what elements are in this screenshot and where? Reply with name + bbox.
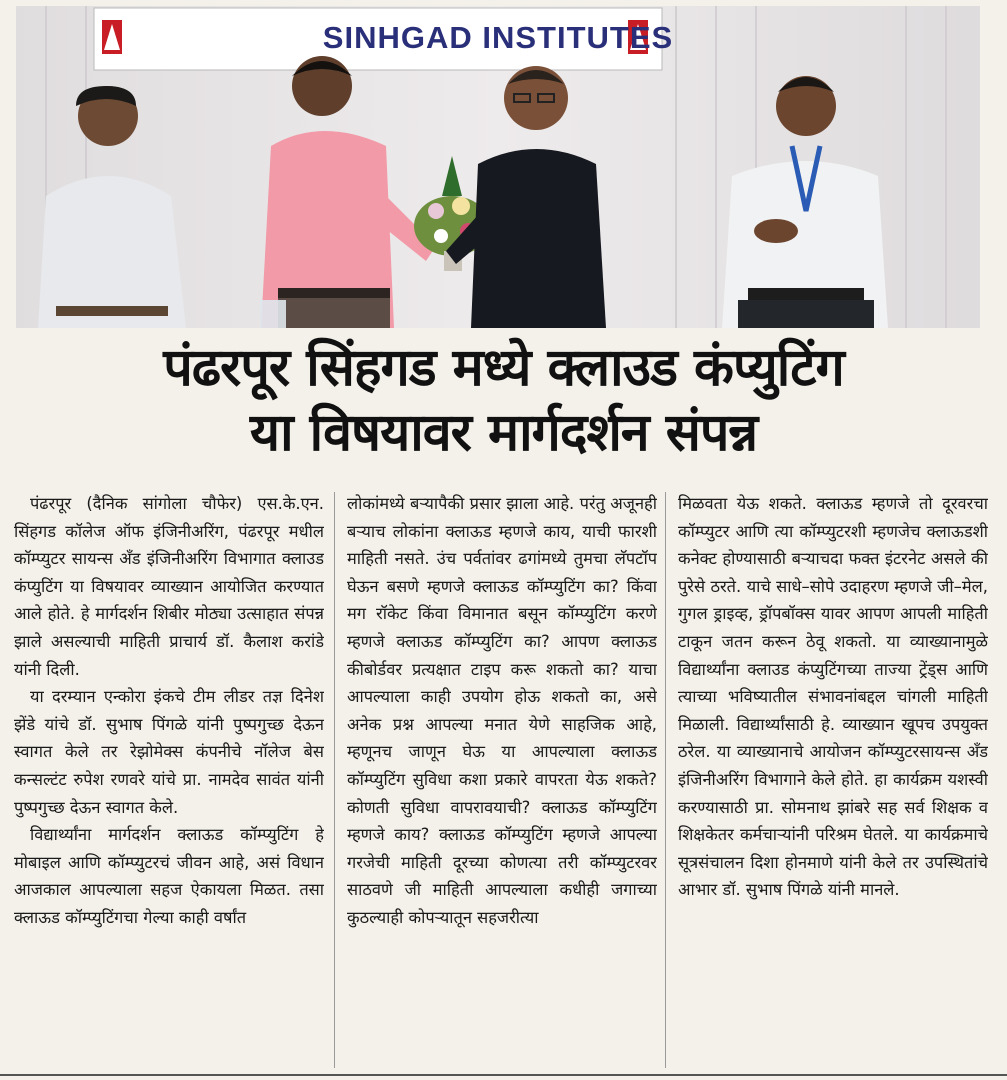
article-column-2 xyxy=(347,490,657,1070)
paragraph: लोकांमध्ये बऱ्यापैकी प्रसार झाला आहे. परंतु अजूनही बऱ्याच लोकांना क्लाऊड म्हणजे काय, याची फारशी माहिती नसते. उंच पर्वतांवर ढगांमध्ये तुमचा लॅपटॉप घेऊन बसणे म्हणजे क्लाऊड कॉम्प्युटिंग का? किंवा मग रॉकेट किंवा विमानात बसून कॉम्प्युटिंग करणे म्हणजे क्लाऊड कॉम्प्युटिंग का? आपण क्लाऊड कीबोर्डवर प्रत्यक्षात टाइप करू शकतो का? याचा आपल्याला काही उपयोग होऊ शकतो का, असे अनेक प्रश्न आपल्या मनात येणे साहजिक आहे, म्हणूनच जाणून घेऊ या आपल्याला क्लाऊड कॉम्प्युटिंग सुविधा कशा प्रकारे वापरता येऊ शकते? कोणती सुविधा वापरावयाची? क्लाऊड कॉम्प्युटिंग म्हणजे काय? क्लाऊड कॉम्प्युटिंग म्हणजे आपल्या गरजेची माहिती दूरच्या कोणत्या तरी कॉम्प्युटरवर साठवणे जी माहिती आपल्याला कधीही जगाच्या कुठल्याही कोपऱ्यातून सहजरीत्या xyxy=(347,494,657,927)
article-column-3 xyxy=(678,490,988,1070)
headline-line-1: पंढरपूर सिंहगड मध्ये क्लाउड कंप्युटिंग xyxy=(163,338,844,398)
paragraph: विद्यार्थ्यांना मार्गदर्शन क्लाऊड कॉम्प्युटिंग हे मोबाइल आणि कॉम्प्युटरचं जीवन आहे, असं विधान आजकाल आपल्याला सहज ऐकायला मिळत. तसा क्लाऊड कॉम्प्युटिंगचा गेल्या काही वर्षांत xyxy=(14,825,324,927)
bottom-rule xyxy=(0,1074,1007,1076)
article-body xyxy=(14,490,992,1070)
event-photo xyxy=(16,6,980,328)
article-column-1 xyxy=(14,490,324,1070)
banner-title: SINHGAD INSTITUTES xyxy=(322,20,674,55)
paragraph: मिळवता येऊ शकते. क्लाऊड म्हणजे तो दूरवरचा कॉम्प्युटर आणि त्या कॉम्प्युटरशी म्हणजेच क्लाऊडशी कनेक्ट होण्यासाठी बऱ्याचदा फक्त इंटरनेट असले की पुरेसे ठरते. याचे साधे–सोपे उदाहरण म्हणजे जी–मेल, गुगल ड्राइव्ह, ड्रॉपबॉक्स यावर आपण आपली माहिती टाकून जतन करून ठेवू शकतो. या व्याख्यानामुळे विद्यार्थ्यांना क्लाउड कंप्युटिंगच्या ताज्या ट्रेंड्स आणि त्याच्या भविष्यातील संभावनांबद्दल चांगली माहिती मिळाली. विद्यार्थ्यांसाठी हे. व्याख्यान खूपच उपयुक्त ठरेल. या व्याख्यानाचे आयोजन कॉम्प्युटरसायन्स अँड इंजिनीअरिंग विभागाने केले होते. हा कार्यक्रम यशस्वी करण्यासाठी प्रा. सोमनाथ झांबरे सह सर्व शिक्षक व शिक्षकेतर कर्मचाऱ्यांनी परिश्रम घेतले. या कार्यक्रमाचे सूत्रसंचालन दिशा होनमाणे यांनी केले तर उपस्थितांचे आभार डॉ. सुभाष पिंगळे यांनी मानले. xyxy=(678,494,988,900)
headline-line-2: या विषयावर मार्गदर्शन संपन्न xyxy=(249,403,758,463)
headline xyxy=(0,334,1007,464)
paragraph: या दरम्यान एन्कोरा इंकचे टीम लीडर तज्ञ दिनेश झेंडे यांचे डॉ. सुभाष पिंगळे यांनी पुष्पगुच्छ देऊन स्वागत केले तर रेझोमेक्स कंपनीचे नॉलेज बेस कन्सल्टंट रुपेश रणवरे यांचे प्रा. नामदेव सावंत यांनी पुष्पगुच्छ देऊन स्वागत केले. xyxy=(14,687,324,817)
paragraph: पंढरपूर (दैनिक सांगोला चौफेर) एस.के.एन. सिंहगड कॉलेज ऑफ इंजिनीअरिंग, पंढरपूर मधील कॉम्प्युटर सायन्स अँड इंजिनीअरिंग विभागात क्लाउड कंप्युटिंग या विषयावर व्याख्यान आयोजित करण्यात आले होते. हे मार्गदर्शन शिबीर मोठ्या उत्साहात संपन्न झाले असल्याची माहिती प्राचार्य डॉ. कैलाश करांडे यांनी दिली. xyxy=(14,494,324,679)
